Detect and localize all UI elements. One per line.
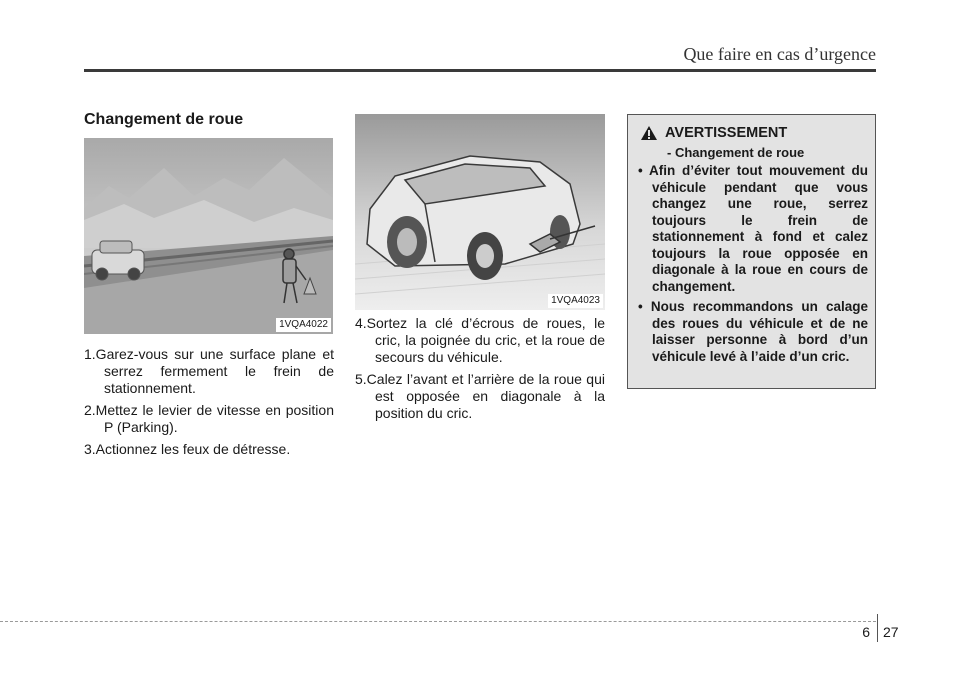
section-number: 6 (862, 624, 870, 640)
figure-code: 1VQA4022 (276, 318, 331, 332)
step-item: 1.Garez-vous sur une surface plane et serrez fermement le frein de stationnement. (84, 346, 334, 396)
step-item: 3.Actionnez les feux de détresse. (84, 441, 291, 457)
step-item: 5.Calez l’avant et l’arrière de la roue qui est opposée en diagonale à la position du cric. (355, 371, 605, 421)
step-item: 4.Sortez la clé d’écrous de roues, le cric, la poignée du cric, et la roue de secours du véhicule. (355, 315, 605, 365)
footer-rule (0, 621, 876, 622)
warning-title: AVERTISSEMENT (665, 125, 788, 141)
steps-list-left (84, 346, 334, 463)
figure-jack (355, 114, 605, 310)
header-title: Que faire en cas d’urgence (683, 44, 876, 64)
car-on-jack-illustration (355, 114, 605, 310)
page-number-separator (877, 614, 878, 642)
header-rule (84, 69, 876, 72)
warning-header (640, 125, 787, 142)
step-item: 2.Mettez le levier de vitesse en position P (Parking). (84, 402, 334, 435)
figure-roadside (84, 138, 333, 334)
section-heading: Changement de roue (84, 111, 244, 128)
steps-list-right (355, 315, 605, 427)
warning-triangle-icon (640, 125, 658, 141)
page-number: 27 (883, 624, 899, 640)
figure-code: 1VQA4023 (548, 294, 603, 308)
warning-item: • Nous recommandons un calage des roues du véhicule et de ne laisser personne à bord d’un véhicule levé à l’aide d’un cric. (638, 299, 868, 364)
warning-subtitle: - Changement de roue (667, 145, 805, 160)
warning-list (638, 163, 868, 369)
warning-box (627, 114, 876, 389)
roadside-illustration (84, 138, 333, 334)
warning-item: • Afin d’éviter tout mouvement du véhicule pendant que vous changez une roue, serrez toujours le frein de stationnement à fond et calez toujours la roue opposée en diagonale à la roue en cours de changement. (638, 163, 868, 294)
